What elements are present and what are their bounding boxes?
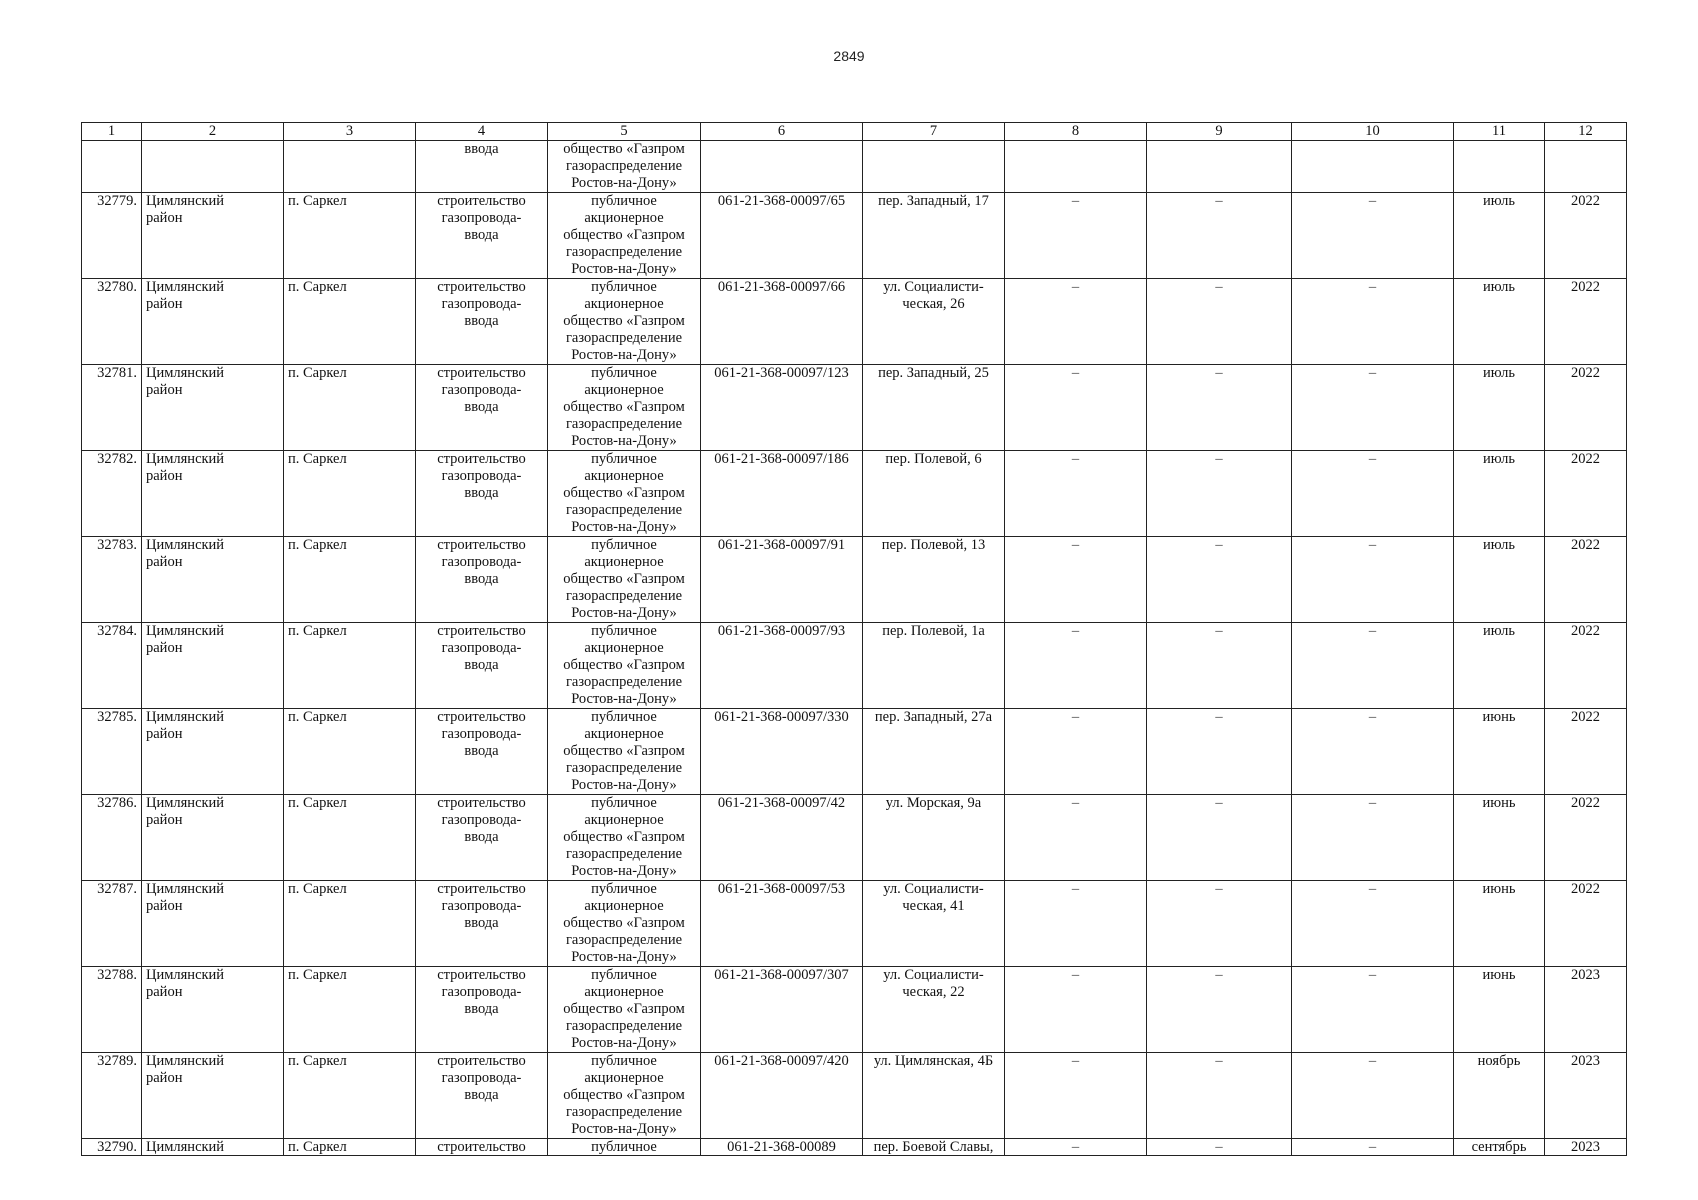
cell-month: июнь	[1454, 881, 1545, 967]
cell-work-type: ввода	[416, 141, 548, 193]
cell-col-10: –	[1292, 279, 1454, 365]
cell-year: 2022	[1545, 537, 1627, 623]
cell-col-8: –	[1005, 451, 1147, 537]
table-row	[82, 365, 1627, 451]
continuation-row	[82, 141, 1627, 193]
cell-col-9: –	[1147, 709, 1292, 795]
cell-col-8: –	[1005, 623, 1147, 709]
cell-work-type: строительство газопровода- ввода	[416, 795, 548, 881]
cell-address: пер. Западный, 27а	[863, 709, 1005, 795]
cell-col-10: –	[1292, 451, 1454, 537]
cell-col-10: –	[1292, 537, 1454, 623]
cell-district: Цимлянский район	[142, 623, 284, 709]
cell-col-9: –	[1147, 451, 1292, 537]
cell-col-8: –	[1005, 1053, 1147, 1139]
cell-col-10: –	[1292, 1053, 1454, 1139]
cell-col-8: –	[1005, 709, 1147, 795]
column-header: 2	[142, 123, 284, 141]
cell-col-10: –	[1292, 709, 1454, 795]
cell-settlement: п. Саркел	[284, 881, 416, 967]
cell-settlement	[284, 141, 416, 193]
cell-settlement: п. Саркел	[284, 967, 416, 1053]
cell-address: пер. Западный, 25	[863, 365, 1005, 451]
cell-district: Цимлянский район	[142, 193, 284, 279]
cell-district: Цимлянский район	[142, 365, 284, 451]
cell-month	[1454, 141, 1545, 193]
cell-settlement: п. Саркел	[284, 1139, 416, 1156]
cell-col-8: –	[1005, 967, 1147, 1053]
cell-col-8: –	[1005, 881, 1147, 967]
cell-month: июнь	[1454, 795, 1545, 881]
cell-work-type: строительство газопровода- ввода	[416, 881, 548, 967]
table-row	[82, 279, 1627, 365]
cell-organization: публичное акционерное общество «Газпром газораспределение Ростов-на-Дону»	[548, 537, 701, 623]
cell-col-8: –	[1005, 279, 1147, 365]
table-row	[82, 537, 1627, 623]
cell-organization: общество «Газпром газораспределение Ростов-на-Дону»	[548, 141, 701, 193]
cell-number: 32781.	[82, 365, 142, 451]
cell-organization: публичное акционерное общество «Газпром газораспределение Ростов-на-Дону»	[548, 967, 701, 1053]
cell-contract-number	[701, 141, 863, 193]
cell-col-10: –	[1292, 365, 1454, 451]
cell-number: 32782.	[82, 451, 142, 537]
cell-month: июль	[1454, 623, 1545, 709]
cell-col-10: –	[1292, 967, 1454, 1053]
cell-settlement: п. Саркел	[284, 365, 416, 451]
cell-settlement: п. Саркел	[284, 709, 416, 795]
cell-organization: публичное акционерное общество «Газпром газораспределение Ростов-на-Дону»	[548, 451, 701, 537]
cell-col-9: –	[1147, 193, 1292, 279]
table-row	[82, 709, 1627, 795]
cell-work-type: строительство газопровода- ввода	[416, 623, 548, 709]
cell-col-10: –	[1292, 623, 1454, 709]
cell-organization: публичное акционерное общество «Газпром газораспределение Ростов-на-Дону»	[548, 365, 701, 451]
cell-organization: публичное акционерное общество «Газпром газораспределение Ростов-на-Дону»	[548, 279, 701, 365]
cell-col-9: –	[1147, 1139, 1292, 1156]
cell-year: 2022	[1545, 795, 1627, 881]
cell-number: 32779.	[82, 193, 142, 279]
cell-col-10: –	[1292, 881, 1454, 967]
cell-organization: публичное акционерное общество «Газпром газораспределение Ростов-на-Дону»	[548, 795, 701, 881]
cell-contract-number: 061-21-368-00097/53	[701, 881, 863, 967]
cell-settlement: п. Саркел	[284, 537, 416, 623]
cell-number: 32780.	[82, 279, 142, 365]
cell-col-8	[1005, 141, 1147, 193]
cell-col-9: –	[1147, 1053, 1292, 1139]
page-number: 2849	[833, 48, 865, 64]
cell-work-type: строительство газопровода- ввода	[416, 279, 548, 365]
cell-number: 32785.	[82, 709, 142, 795]
cell-year: 2022	[1545, 623, 1627, 709]
column-header: 6	[701, 123, 863, 141]
cell-settlement: п. Саркел	[284, 623, 416, 709]
cell-col-8: –	[1005, 537, 1147, 623]
cell-organization: публичное акционерное общество «Газпром газораспределение Ростов-на-Дону»	[548, 881, 701, 967]
cell-address: ул. Цимлянская, 4Б	[863, 1053, 1005, 1139]
cell-district: Цимлянский	[142, 1139, 284, 1156]
cell-year: 2022	[1545, 709, 1627, 795]
cell-month: июль	[1454, 537, 1545, 623]
cell-contract-number: 061-21-368-00097/91	[701, 537, 863, 623]
cell-number: 32786.	[82, 795, 142, 881]
cell-contract-number: 061-21-368-00097/65	[701, 193, 863, 279]
cell-year: 2022	[1545, 279, 1627, 365]
cell-organization: публичное акционерное общество «Газпром газораспределение Ростов-на-Дону»	[548, 1053, 701, 1139]
cell-number: 32787.	[82, 881, 142, 967]
cell-month: июль	[1454, 451, 1545, 537]
table-row	[82, 881, 1627, 967]
cell-settlement: п. Саркел	[284, 1053, 416, 1139]
cell-address: пер. Полевой, 6	[863, 451, 1005, 537]
cell-month: сентябрь	[1454, 1139, 1545, 1156]
column-header: 5	[548, 123, 701, 141]
table-row	[82, 451, 1627, 537]
cell-number: 32788.	[82, 967, 142, 1053]
cell-col-9: –	[1147, 537, 1292, 623]
column-header: 8	[1005, 123, 1147, 141]
cell-month: ноябрь	[1454, 1053, 1545, 1139]
cell-number: 32784.	[82, 623, 142, 709]
cell-col-8: –	[1005, 1139, 1147, 1156]
cell-address: пер. Полевой, 1а	[863, 623, 1005, 709]
column-header: 1	[82, 123, 142, 141]
table-row	[82, 623, 1627, 709]
cell-work-type: строительство газопровода- ввода	[416, 967, 548, 1053]
cell-col-9: –	[1147, 795, 1292, 881]
cell-address: ул. Морская, 9а	[863, 795, 1005, 881]
cell-col-9: –	[1147, 623, 1292, 709]
cell-work-type: строительство	[416, 1139, 548, 1156]
cell-number: 32789.	[82, 1053, 142, 1139]
cell-col-10	[1292, 141, 1454, 193]
cell-year: 2022	[1545, 193, 1627, 279]
cell-month: июль	[1454, 279, 1545, 365]
column-header: 10	[1292, 123, 1454, 141]
cell-work-type: строительство газопровода- ввода	[416, 1053, 548, 1139]
column-header: 9	[1147, 123, 1292, 141]
cell-col-9: –	[1147, 967, 1292, 1053]
cell-work-type: строительство газопровода- ввода	[416, 537, 548, 623]
cell-year: 2023	[1545, 967, 1627, 1053]
cell-settlement: п. Саркел	[284, 451, 416, 537]
cell-contract-number: 061-21-368-00097/330	[701, 709, 863, 795]
cell-number: 32790.	[82, 1139, 142, 1156]
column-number-row	[82, 123, 1627, 141]
cell-contract-number: 061-21-368-00097/66	[701, 279, 863, 365]
cell-district: Цимлянский район	[142, 881, 284, 967]
cell-settlement: п. Саркел	[284, 795, 416, 881]
cell-address: пер. Западный, 17	[863, 193, 1005, 279]
table-row	[82, 967, 1627, 1053]
cell-address: ул. Социалисти- ческая, 26	[863, 279, 1005, 365]
cell-district: Цимлянский район	[142, 1053, 284, 1139]
table-body	[82, 141, 1627, 1156]
cell-contract-number: 061-21-368-00097/186	[701, 451, 863, 537]
cell-settlement: п. Саркел	[284, 279, 416, 365]
cell-work-type: строительство газопровода- ввода	[416, 365, 548, 451]
cell-organization: публичное акционерное общество «Газпром газораспределение Ростов-на-Дону»	[548, 623, 701, 709]
cell-col-9: –	[1147, 365, 1292, 451]
cell-col-10: –	[1292, 795, 1454, 881]
cell-number	[82, 141, 142, 193]
table-row	[82, 1139, 1627, 1156]
cell-district: Цимлянский район	[142, 279, 284, 365]
cell-contract-number: 061-21-368-00097/93	[701, 623, 863, 709]
cell-organization: публичное акционерное общество «Газпром газораспределение Ростов-на-Дону»	[548, 709, 701, 795]
cell-number: 32783.	[82, 537, 142, 623]
cell-year: 2023	[1545, 1139, 1627, 1156]
cell-year: 2022	[1545, 451, 1627, 537]
cell-contract-number: 061-21-368-00089	[701, 1139, 863, 1156]
cell-month: июнь	[1454, 967, 1545, 1053]
cell-col-10: –	[1292, 1139, 1454, 1156]
cell-address	[863, 141, 1005, 193]
column-header: 12	[1545, 123, 1627, 141]
cell-month: июль	[1454, 365, 1545, 451]
cell-district: Цимлянский район	[142, 537, 284, 623]
cell-year: 2022	[1545, 881, 1627, 967]
column-header: 7	[863, 123, 1005, 141]
cell-district: Цимлянский район	[142, 795, 284, 881]
table-row	[82, 1053, 1627, 1139]
cell-contract-number: 061-21-368-00097/123	[701, 365, 863, 451]
cell-address: ул. Социалисти- ческая, 41	[863, 881, 1005, 967]
cell-col-9	[1147, 141, 1292, 193]
column-header: 3	[284, 123, 416, 141]
cell-col-10: –	[1292, 193, 1454, 279]
table-row	[82, 193, 1627, 279]
cell-settlement: п. Саркел	[284, 193, 416, 279]
cell-contract-number: 061-21-368-00097/307	[701, 967, 863, 1053]
cell-work-type: строительство газопровода- ввода	[416, 193, 548, 279]
cell-col-8: –	[1005, 193, 1147, 279]
cell-district: Цимлянский район	[142, 451, 284, 537]
cell-col-8: –	[1005, 795, 1147, 881]
cell-organization: публичное акционерное общество «Газпром газораспределение Ростов-на-Дону»	[548, 193, 701, 279]
register-table	[81, 122, 1627, 1156]
cell-address: пер. Боевой Славы,	[863, 1139, 1005, 1156]
cell-year: 2023	[1545, 1053, 1627, 1139]
table-header	[82, 123, 1627, 141]
column-header: 4	[416, 123, 548, 141]
cell-work-type: строительство газопровода- ввода	[416, 709, 548, 795]
table-row	[82, 795, 1627, 881]
cell-address: ул. Социалисти- ческая, 22	[863, 967, 1005, 1053]
cell-col-9: –	[1147, 279, 1292, 365]
cell-col-8: –	[1005, 365, 1147, 451]
cell-month: июль	[1454, 193, 1545, 279]
cell-month: июнь	[1454, 709, 1545, 795]
cell-district: Цимлянский район	[142, 967, 284, 1053]
cell-year: 2022	[1545, 365, 1627, 451]
cell-year	[1545, 141, 1627, 193]
cell-address: пер. Полевой, 13	[863, 537, 1005, 623]
cell-work-type: строительство газопровода- ввода	[416, 451, 548, 537]
column-header: 11	[1454, 123, 1545, 141]
cell-district	[142, 141, 284, 193]
cell-col-9: –	[1147, 881, 1292, 967]
cell-district: Цимлянский район	[142, 709, 284, 795]
cell-contract-number: 061-21-368-00097/42	[701, 795, 863, 881]
cell-organization: публичное	[548, 1139, 701, 1156]
cell-contract-number: 061-21-368-00097/420	[701, 1053, 863, 1139]
